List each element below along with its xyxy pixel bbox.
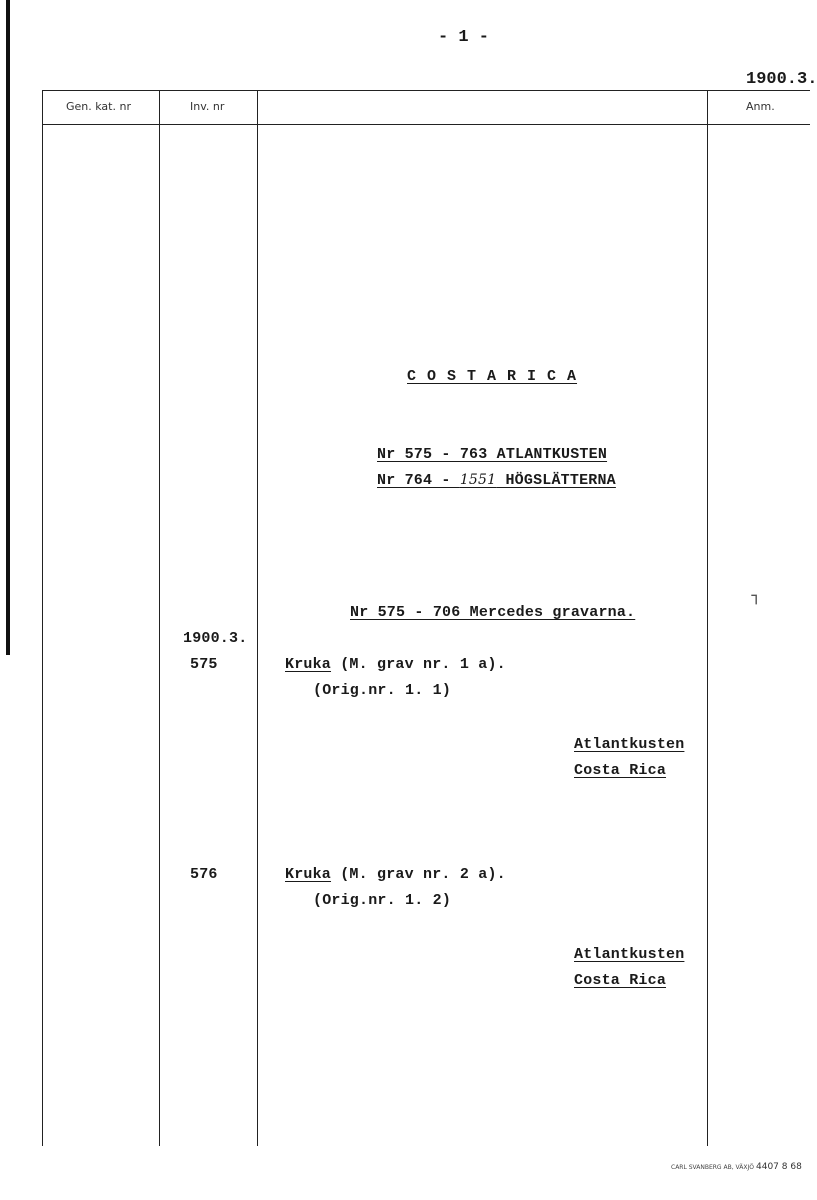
range-2-prefix: Nr 764 -: [377, 472, 460, 489]
range-hogslatterna: [377, 472, 616, 489]
column-header-inv-nr: Inv. nr: [190, 100, 225, 113]
column-line-left: [42, 90, 43, 1146]
entry-576-location-1: Atlantkusten: [574, 946, 685, 963]
inv-number-575: 575: [190, 656, 218, 673]
entry-576-detail: (M. grav nr. 2 a).: [331, 866, 506, 883]
entry-575-location-1: Atlantkusten: [574, 736, 685, 753]
header-bottom-rule: [42, 124, 810, 125]
page-number: - 1 -: [438, 28, 490, 47]
entry-576-description: [285, 866, 506, 883]
column-header-gen-kat-nr: Gen. kat. nr: [66, 100, 131, 113]
entry-575-location-2: Costa Rica: [574, 762, 667, 779]
column-line-desc-anm: [707, 90, 708, 1146]
entry-576-object: Kruka: [285, 866, 332, 883]
entry-575-object: Kruka: [285, 656, 332, 673]
inv-prefix: 1900.3.: [183, 630, 248, 647]
entry-575-description: [285, 656, 506, 673]
country-heading: C O S T A R I C A: [407, 368, 578, 385]
printer-imprint: CARL SVANBERG AB, VÄXJÖ: [671, 1164, 754, 1171]
inv-number-576: 576: [190, 866, 218, 883]
binding-bar: [6, 0, 10, 655]
entry-575-orig: (Orig.nr. 1. 1): [313, 682, 452, 699]
subsection-mercedes: Nr 575 - 706 Mercedes gravarna.: [350, 604, 636, 621]
column-line-inv-desc: [257, 90, 258, 1146]
entry-575-detail: (M. grav nr. 1 a).: [331, 656, 506, 673]
handwritten-number: 1551: [459, 472, 497, 488]
column-line-gen-inv: [159, 90, 160, 1146]
header-top-rule: [42, 90, 810, 91]
range-2-suffix: HÖGSLÄTTERNA: [496, 472, 616, 489]
form-code: 4407 8 68: [756, 1162, 802, 1172]
range-atlantkusten: Nr 575 - 763 ATLANTKUSTEN: [377, 446, 608, 463]
top-right-date: 1900.3.: [746, 70, 817, 89]
column-header-anm: Anm.: [746, 100, 775, 113]
margin-hand-mark: ⌐: [742, 593, 766, 606]
entry-576-location-2: Costa Rica: [574, 972, 667, 989]
entry-576-orig: (Orig.nr. 1. 2): [313, 892, 452, 909]
